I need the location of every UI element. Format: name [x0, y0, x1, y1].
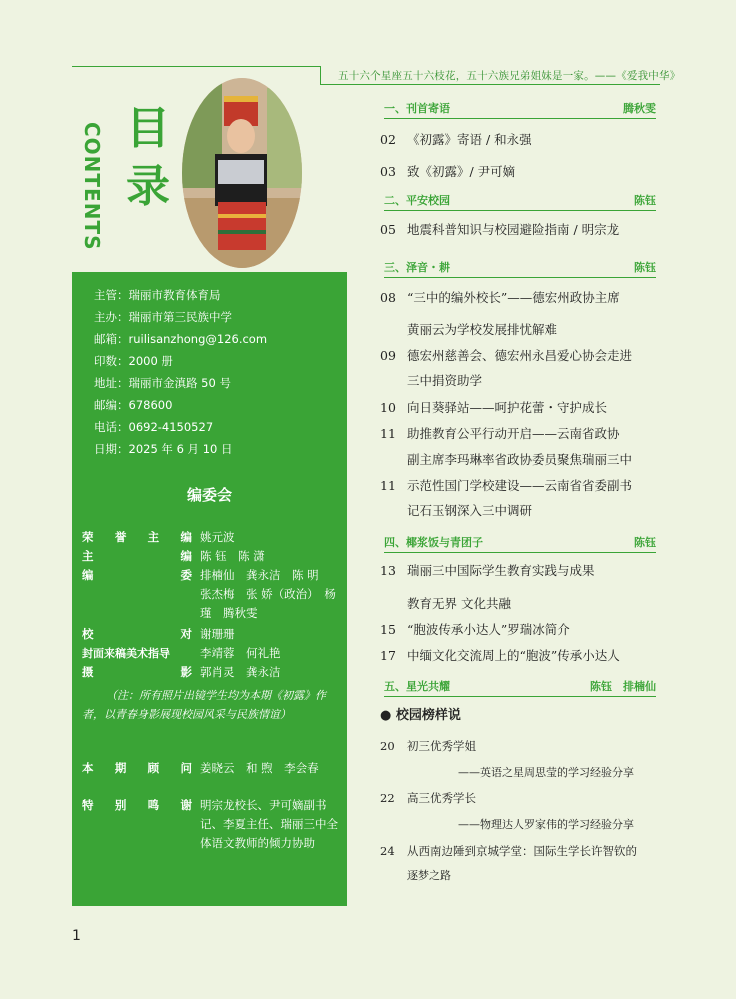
editorial-names: 明宗龙校长、尹可嫡副书记、李夏主任、瑞丽三中全体语文教师的倾力协助 — [200, 798, 338, 850]
page-number: 02 — [380, 132, 396, 147]
entry-title: “三中的编外校长”——德宏州政协主席 — [407, 290, 620, 305]
entry-title-continued: 黄丽云为学校发展排忧解难 — [407, 322, 558, 337]
toc-section-4 — [384, 534, 656, 553]
entry-title: 助推教育公平行动开启——云南省政协 — [407, 426, 620, 441]
entry-title: 初三优秀学姐 — [407, 739, 476, 753]
toc-section-5 — [384, 678, 656, 697]
toc-section-3 — [384, 259, 656, 278]
page-number-footer: 1 — [72, 928, 81, 944]
entry-title-continued: 三中捐资助学 — [407, 373, 483, 388]
entry-subtitle: ——英语之星周思莹的学习经验分享 — [458, 766, 634, 779]
toc-entry[interactable] — [380, 738, 476, 754]
entry-title: “胞波传承小达人”罗瑞冰简介 — [407, 622, 570, 637]
page-number: 09 — [380, 348, 396, 363]
page-number: 10 — [380, 400, 396, 415]
editorial-names: 姜晓云 和 煦 李会春 — [200, 761, 319, 775]
entry-title: 从西南边陲到京城学堂：国际生学长许智钦的 — [407, 844, 637, 858]
masthead-panel — [72, 272, 347, 906]
info-email: 邮箱：ruilisanzhong@126.com — [94, 332, 268, 346]
entry-title: 向日葵驿站——呵护花蕾・守护成长 — [407, 400, 608, 415]
publication-info — [94, 284, 267, 460]
page-title-latin: CONTENTS — [80, 122, 104, 251]
entry-title-continued: 教育无界 文化共融 — [407, 596, 511, 611]
page-number: 11 — [380, 478, 396, 493]
section-title: 一、刊首寄语 — [384, 102, 450, 115]
editorial-names: 李靖蓉 何礼艳 — [200, 646, 281, 660]
entry-title: 致《初露》/ 尹可嫡 — [407, 164, 516, 179]
entry-subtitle: ——物理达人罗家伟的学习经验分享 — [458, 818, 634, 831]
editorial-role: 特 别 鸣 谢 — [82, 798, 192, 812]
section-title: 三、泽音・耕 — [384, 261, 450, 274]
toc-entry[interactable] — [380, 843, 637, 859]
editorial-names: 陈 钰 陈 潇 — [200, 549, 265, 563]
page-number: 17 — [380, 648, 396, 663]
page-number: 22 — [380, 791, 395, 805]
entry-title: 德宏州慈善会、德宏州永昌爱心协会走进 — [407, 348, 633, 363]
toc-entry[interactable] — [380, 790, 476, 806]
entry-title-continued: 记石玉钢深入三中调研 — [407, 503, 533, 518]
page-number: 05 — [380, 222, 396, 237]
page-number: 20 — [380, 739, 395, 753]
toc-section-1 — [384, 100, 656, 119]
section-editor: 陈钰 — [634, 194, 656, 207]
toc-entry[interactable] — [380, 162, 515, 180]
page-number: 24 — [380, 844, 395, 858]
editorial-role: 本 期 顾 问 — [82, 761, 192, 775]
photo-note: （注：所有照片出镜学生均为本期《初露》作者，以青春身影展现校园风采与民族情谊） — [82, 689, 326, 721]
toc-entry[interactable] — [380, 346, 632, 364]
section-title: 五、星光共耀 — [384, 680, 450, 693]
editorial-role: 主 编 — [82, 549, 192, 563]
info-phone: 电话：0692-4150527 — [94, 420, 214, 434]
editorial-role: 荣 誉 主 编 — [82, 530, 192, 544]
editorial-names: 姚元波 — [200, 530, 235, 544]
top-rule-left — [72, 66, 320, 67]
cover-student-photo — [182, 78, 302, 268]
toc-entry[interactable] — [380, 476, 632, 494]
toc-section-2 — [384, 192, 656, 211]
toc-entry[interactable] — [380, 620, 570, 638]
page-number: 11 — [380, 426, 396, 441]
page-number: 15 — [380, 622, 396, 637]
info-address: 地址：瑞丽市金滇路 50 号 — [94, 376, 231, 390]
info-date: 日期：2025 年 6 月 10 日 — [94, 442, 233, 456]
page-number: 03 — [380, 164, 396, 179]
entry-title: 中缅文化交流周上的“胞波”传承小达人 — [407, 648, 620, 663]
editorial-role: 校 对 — [82, 627, 192, 641]
editorial-names: 谢珊珊 — [200, 627, 235, 641]
section-editor: 陈钰 — [634, 536, 656, 549]
entry-title: 瑞丽三中国际学生教育实践与成果 — [407, 563, 595, 578]
editorial-role: 编 委 — [82, 568, 192, 582]
editorial-names: 排楠仙 龚永洁 陈 明 张杰梅 张 娇（政治） 杨 瑾 腾秋雯 — [200, 568, 336, 620]
section-editor: 陈钰 — [634, 261, 656, 274]
toc-entry[interactable] — [380, 220, 619, 238]
toc-entry[interactable] — [380, 424, 620, 442]
entry-title-continued: 逐梦之路 — [407, 869, 451, 882]
info-print-run: 印数：2000 册 — [94, 354, 173, 368]
entry-title: 《初露》寄语 / 和永强 — [407, 132, 532, 147]
info-supervisor: 主管：瑞丽市教育体育局 — [94, 288, 221, 302]
page-title-char-1: 目 — [126, 103, 170, 154]
editorial-board-title: 编委会 — [186, 486, 232, 504]
subsection-heading: ● 校园榜样说 — [380, 708, 461, 723]
toc-entry[interactable] — [380, 288, 620, 306]
entry-title: 地震科普知识与校园避险指南 / 明宗龙 — [407, 222, 620, 237]
section-editor: 腾秋雯 — [623, 102, 656, 115]
top-rule-tick — [320, 66, 321, 84]
section-editor: 陈钰 排楠仙 — [590, 680, 656, 693]
page-number: 08 — [380, 290, 396, 305]
entry-title-continued: 副主席李玛琳率省政协委员聚焦瑞丽三中 — [407, 452, 633, 467]
toc-entry[interactable] — [380, 130, 532, 148]
editorial-names: 郭肖灵 龚永洁 — [200, 665, 281, 679]
section-title: 二、平安校园 — [384, 194, 450, 207]
info-postcode: 邮编：678600 — [94, 398, 173, 412]
section-title: 四、椰浆饭与青团子 — [384, 536, 483, 549]
top-rule-right — [320, 84, 660, 85]
header-motto: 五十六个星座五十六枝花，五十六族兄弟姐妹是一家。——《爱我中华》 — [338, 70, 681, 82]
toc-entry[interactable] — [380, 646, 620, 664]
entry-title: 示范性国门学校建设——云南省省委副书 — [407, 478, 633, 493]
page-number: 13 — [380, 563, 396, 578]
info-sponsor: 主办：瑞丽市第三民族中学 — [94, 310, 232, 324]
toc-entry[interactable] — [380, 561, 595, 579]
toc-entry[interactable] — [380, 398, 607, 416]
editorial-role: 摄 影 — [82, 665, 192, 679]
editorial-role: 封面来稿美术指导 — [82, 647, 170, 660]
page-title-char-2: 录 — [126, 161, 170, 212]
entry-title: 高三优秀学长 — [407, 791, 476, 805]
